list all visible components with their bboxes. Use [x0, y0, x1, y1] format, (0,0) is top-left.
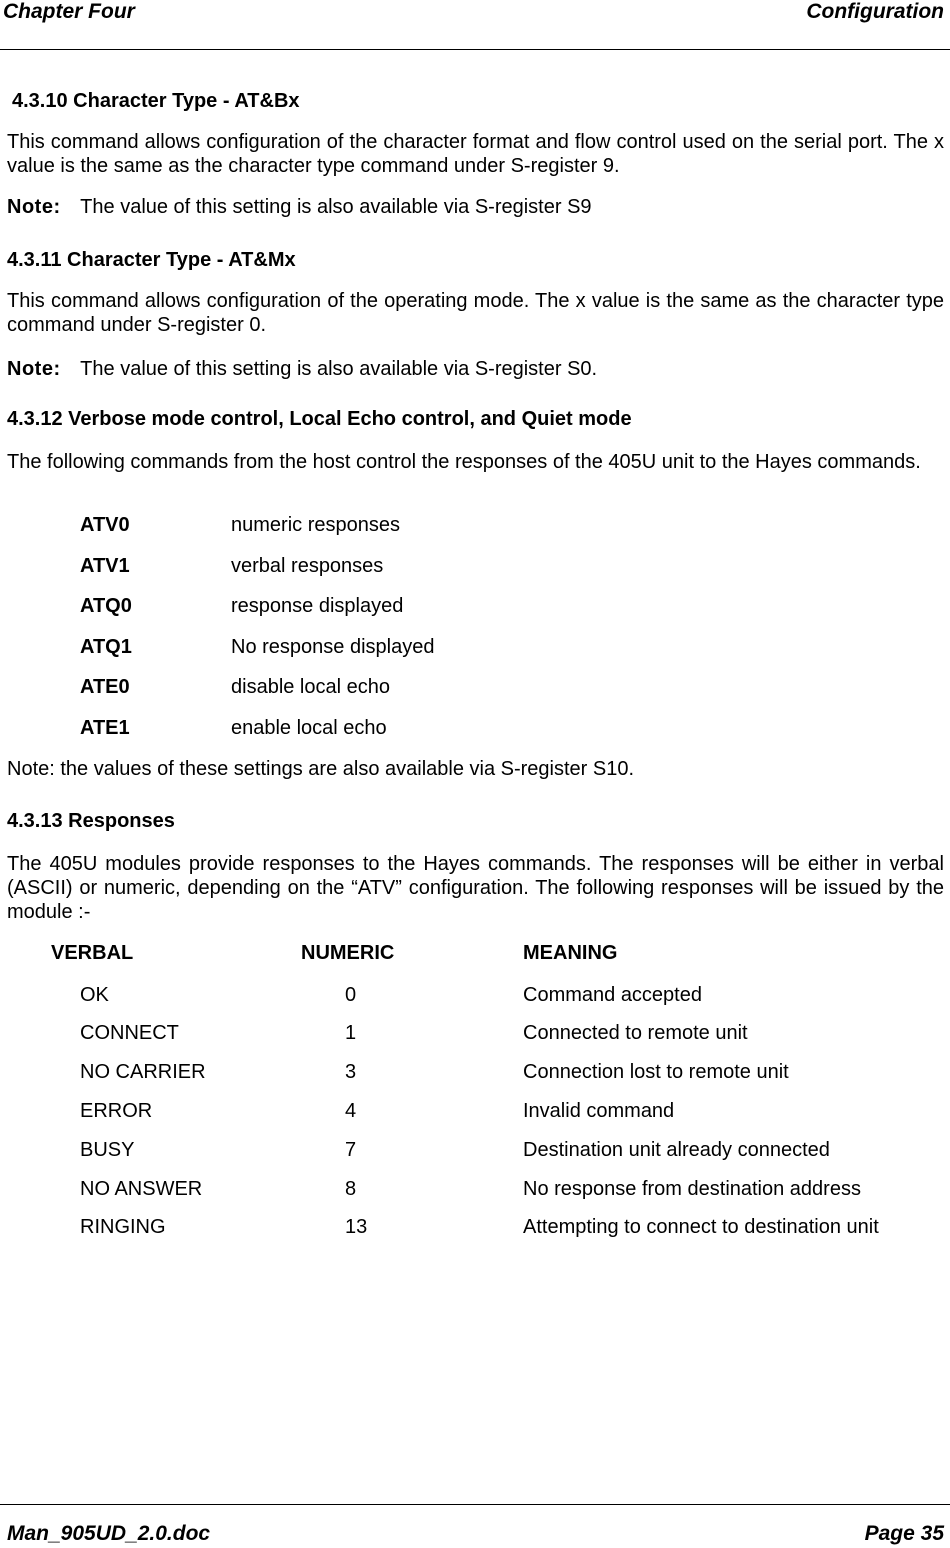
column-header-verbal: VERBAL [51, 942, 134, 964]
response-verbal: NO CARRIER [80, 1061, 206, 1083]
response-verbal: CONNECT [80, 1022, 179, 1044]
response-numeric: 13 [345, 1216, 368, 1238]
command-code: ATQ0 [80, 595, 132, 617]
command-code: ATE0 [80, 676, 130, 698]
note-4-3-12: Note: the values of these settings are also available via S-register S10. [7, 758, 635, 780]
column-header-meaning: MEANING [523, 942, 618, 964]
column-header-numeric: NUMERIC [301, 942, 395, 964]
response-meaning: Attempting to connect to destination unit [523, 1216, 879, 1238]
header-chapter: Chapter Four [3, 0, 135, 23]
heading-4-3-12: 4.3.12 Verbose mode control, Local Echo control, and Quiet mode [7, 408, 632, 430]
paragraph-4-3-12: The following commands from the host control the responses of the 405U unit to the Hayes commands. [7, 451, 921, 473]
note-label: Note: [7, 358, 61, 380]
paragraph-4-3-13: The 405U modules provide responses to the Hayes commands. The responses will be either in verbal (ASCII) or numeric, depending on the “ATV” configuration. The following responses will be issued by the module :- [7, 853, 944, 923]
paragraph-4-3-11: This command allows configuration of the operating mode. The x value is the same as the character type command under S-register 0. [7, 290, 944, 336]
note-4-3-11 [7, 358, 597, 381]
command-code: ATV1 [80, 555, 130, 577]
heading-4-3-10: 4.3.10 Character Type - AT&Bx [12, 90, 300, 112]
response-numeric: 7 [345, 1139, 357, 1161]
command-description: verbal responses [231, 555, 384, 577]
heading-4-3-11: 4.3.11 Character Type - AT&Mx [7, 249, 296, 271]
response-numeric: 8 [345, 1178, 357, 1200]
paragraph-4-3-10: This command allows configuration of the character format and flow control used on the serial port. The x value is the same as the character type command under S-register 9. [7, 131, 944, 177]
command-code: ATQ1 [80, 636, 132, 658]
command-description: response displayed [231, 595, 404, 617]
response-numeric: 0 [345, 984, 357, 1006]
heading-4-3-13: 4.3.13 Responses [7, 810, 175, 832]
response-verbal: ERROR [80, 1100, 153, 1122]
response-verbal: BUSY [80, 1139, 135, 1161]
note-text: The value of this setting is also available via S-register S9 [80, 196, 592, 218]
header-section: Configuration [806, 0, 944, 23]
note-label: Note: [7, 196, 61, 218]
response-numeric: 4 [345, 1100, 357, 1122]
response-verbal: RINGING [80, 1216, 166, 1238]
response-meaning: Connection lost to remote unit [523, 1061, 789, 1083]
command-description: No response displayed [231, 636, 435, 658]
response-numeric: 3 [345, 1061, 357, 1083]
response-meaning: Connected to remote unit [523, 1022, 748, 1044]
command-code: ATE1 [80, 717, 130, 739]
response-verbal: NO ANSWER [80, 1178, 203, 1200]
response-meaning: No response from destination address [523, 1178, 861, 1200]
header-rule [0, 49, 950, 50]
response-meaning: Command accepted [523, 984, 702, 1006]
footer-rule [0, 1504, 950, 1505]
command-code: ATV0 [80, 514, 130, 536]
command-description: disable local echo [231, 676, 390, 698]
note-4-3-10 [7, 196, 592, 219]
command-description: numeric responses [231, 514, 400, 536]
footer-page-number: Page 35 [864, 1522, 944, 1545]
response-numeric: 1 [345, 1022, 357, 1044]
note-text: The value of this setting is also available via S-register S0. [80, 358, 598, 380]
command-description: enable local echo [231, 717, 387, 739]
response-verbal: OK [80, 984, 109, 1006]
response-meaning: Destination unit already connected [523, 1139, 830, 1161]
footer-document-name: Man_905UD_2.0.doc [7, 1522, 211, 1545]
response-meaning: Invalid command [523, 1100, 675, 1122]
